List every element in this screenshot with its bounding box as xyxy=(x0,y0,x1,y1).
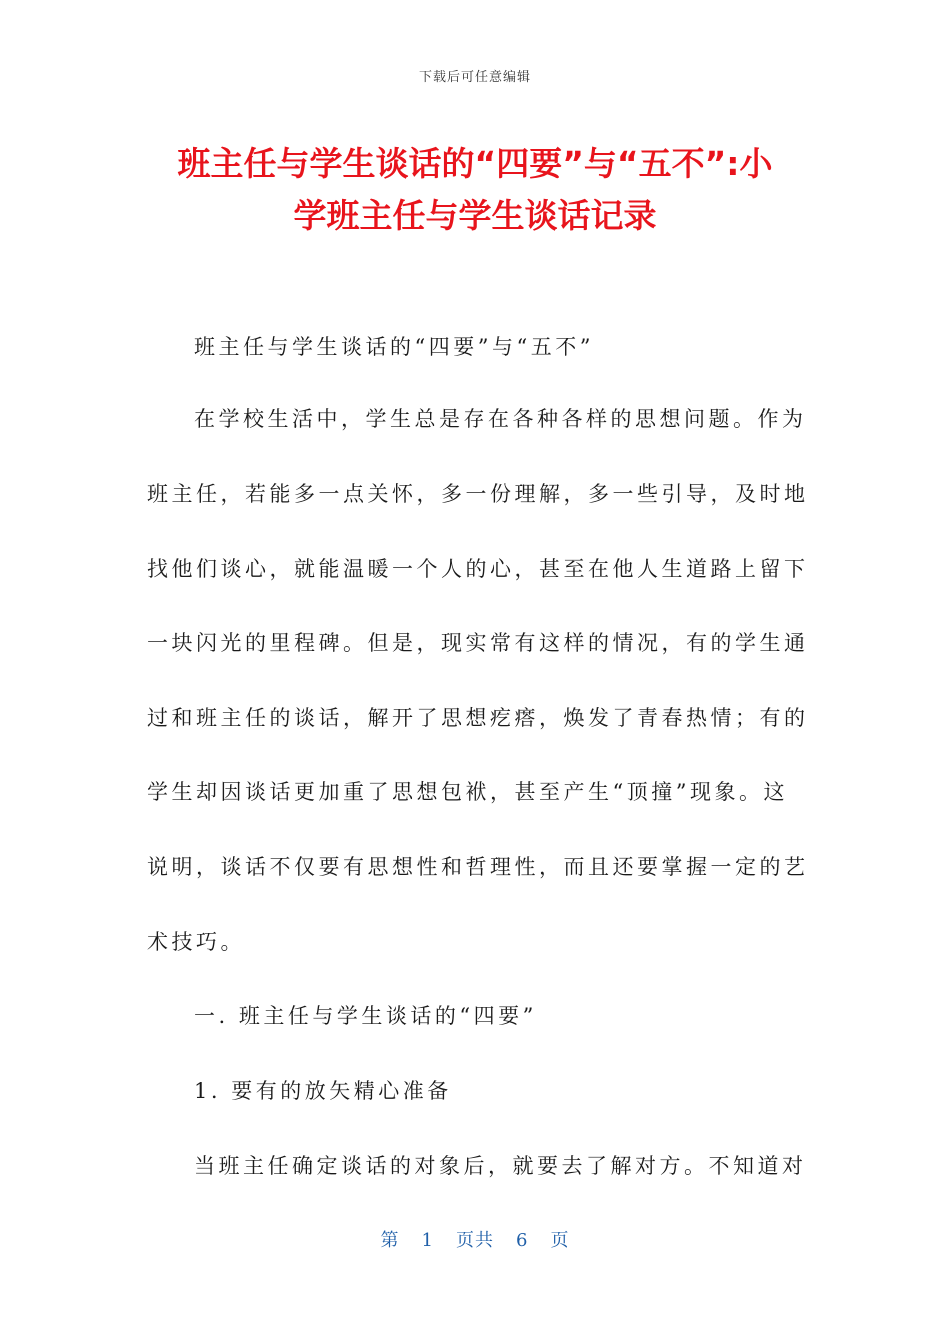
paragraph-line: 找他们谈心，就能温暖一个人的心，甚至在他人生道路上留下 xyxy=(147,557,809,581)
title-line-1: 班主任与学生谈话的“四要”与“五不”:小 xyxy=(177,144,773,183)
document-title xyxy=(120,138,830,242)
footer-prefix: 第 xyxy=(380,1230,400,1251)
header-note: 下载后可任意编辑 xyxy=(418,70,531,85)
total-pages: 6 xyxy=(516,1230,529,1251)
footer-suffix: 页 xyxy=(550,1230,570,1251)
title-line-2: 学班主任与学生谈话记录 xyxy=(293,196,657,235)
subsection-heading: 一. 班主任与学生谈话的“四要” xyxy=(194,1004,537,1028)
paragraph-line: 说明，谈话不仅要有思想性和哲理性，而且还要掌握一定的艺 xyxy=(147,855,809,879)
footer-mid: 页共 xyxy=(456,1230,494,1251)
list-item-heading: 1. 要有的放矢精心准备 xyxy=(194,1079,452,1103)
paragraph-line: 一块闪光的里程碑。但是，现实常有这样的情况，有的学生通 xyxy=(147,631,809,655)
paragraph-line: 在学校生活中，学生总是存在各种各样的思想问题。作为 xyxy=(194,407,807,431)
paragraph-line: 学生却因谈话更加重了思想包袱，甚至产生“顶撞”现象。这 xyxy=(147,780,788,804)
paragraph-line: 术技巧。 xyxy=(147,930,245,954)
paragraph-line: 当班主任确定谈话的对象后，就要去了解对方。不知道对 xyxy=(194,1154,807,1178)
paragraph-line: 过和班主任的谈话，解开了思想疙瘩，焕发了青春热情；有的 xyxy=(147,706,809,730)
paragraph-line: 班主任，若能多一点关怀，多一份理解，多一些引导，及时地 xyxy=(147,482,809,506)
page-footer xyxy=(0,1226,950,1252)
section-heading: 班主任与学生谈话的“四要”与“五不” xyxy=(194,335,594,359)
current-page-number: 1 xyxy=(421,1230,434,1251)
